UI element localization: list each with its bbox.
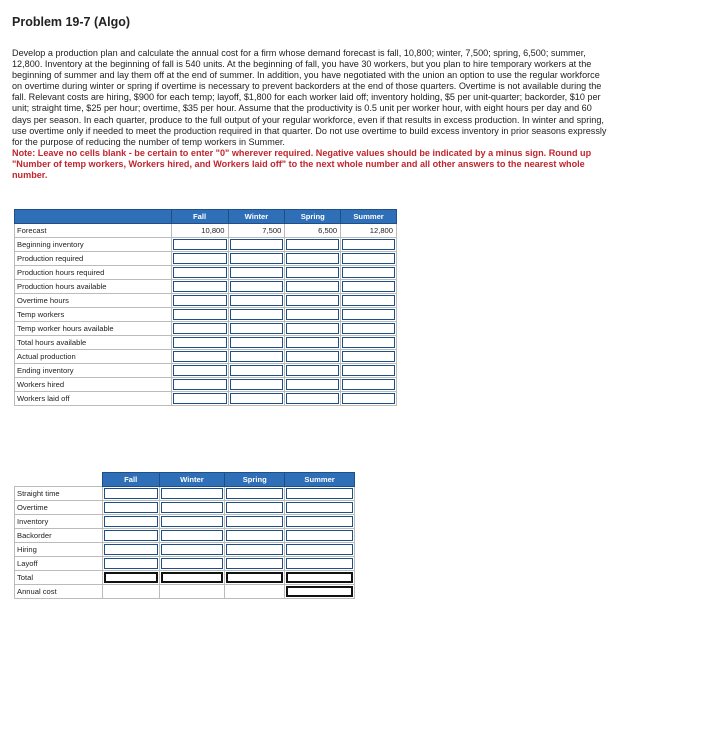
row-label: Workers laid off	[15, 392, 172, 406]
table1-row-workers-hired	[15, 378, 397, 392]
inventory-cost-winter-input[interactable]	[161, 516, 224, 527]
cell-winter	[228, 308, 285, 322]
table2-row-overtime	[15, 501, 355, 515]
inventory-cost-summer-input[interactable]	[286, 516, 353, 527]
overtime-hours-fall-input[interactable]	[173, 295, 227, 306]
table1-row-production-hours-available	[15, 280, 397, 294]
cell-winter	[228, 364, 285, 378]
cell-spring	[225, 529, 285, 543]
actual-production-summer-input[interactable]	[342, 351, 395, 362]
cell-summer	[341, 322, 397, 336]
layoff-cost-spring-input[interactable]	[226, 558, 283, 569]
cell-winter	[159, 501, 225, 515]
cell-spring	[285, 238, 341, 252]
backorder-cost-fall-input[interactable]	[104, 530, 158, 541]
cell-winter	[228, 238, 285, 252]
beginning-inventory-fall-input[interactable]	[173, 239, 227, 250]
straight-time-cost-summer-input[interactable]	[286, 488, 353, 499]
problem-text: Develop a production plan and calculate the annual cost for a firm whose demand forecast is fall, 10,800; winter, 7,500; spring, 6,500; summer, 12,800. Inventory at the beginning of fall is 540 units. At the beginning of fall, you have 30 workers, but you plan to hire temporary workers at the beginning of summer and lay them off at the end of summer. In addition, you have negotiated with the union an option to use the regular workforce on overtime during winter or spring if overtime is necessary to prevent backorders at the end of those quarters. Overtime is not available during the fall. Relevant costs are hiring, $900 for each temp; layoff, $1,800 for each worker laid off; inventory holding, $5 per unit-quarter; backorder, $10 per unit; straight time, $25 per hour; overtime, $35 per hour. Assume that the productivity is 0.5 unit per worker hour, with eight hours per day and 60 days per season. In each quarter, produce to the full output of your regular workforce, even if that results in excess production. In winter and spring, use overtime only if needed to meet the production required in that quarter. Do not use overtime to build excess inventory in prior seasons expressly for the purpose of reducing the number of temp workers in Summer.	[12, 48, 607, 147]
table1-row-forecast	[15, 224, 397, 238]
temp-worker-hours-available-fall-input[interactable]	[173, 323, 227, 334]
table2-row-hiring	[15, 543, 355, 557]
cell-fall	[102, 529, 159, 543]
cell-summer	[341, 308, 397, 322]
layoff-cost-summer-input[interactable]	[286, 558, 353, 569]
table2-header-summer: Summer	[285, 473, 355, 487]
table1-header-fall: Fall	[171, 210, 228, 224]
cell-winter	[228, 294, 285, 308]
cell-spring	[285, 322, 341, 336]
inventory-cost-spring-input[interactable]	[226, 516, 283, 527]
temp-worker-hours-available-summer-input[interactable]	[342, 323, 395, 334]
table1-row-workers-laid-off	[15, 392, 397, 406]
total-hours-available-fall-input[interactable]	[173, 337, 227, 348]
row-label: Beginning inventory	[15, 238, 172, 252]
cell-fall	[171, 378, 228, 392]
total-hours-available-summer-input[interactable]	[342, 337, 395, 348]
row-label: Production required	[15, 252, 172, 266]
production-required-fall-input[interactable]	[173, 253, 227, 264]
cell-spring	[285, 308, 341, 322]
row-label: Production hours required	[15, 266, 172, 280]
row-label: Backorder	[15, 529, 103, 543]
production-hours-available-summer-input[interactable]	[342, 281, 395, 292]
table1-header-spring: Spring	[285, 210, 341, 224]
backorder-cost-summer-input[interactable]	[286, 530, 353, 541]
cell-summer	[285, 487, 355, 501]
table2-row-backorder	[15, 529, 355, 543]
ending-inventory-fall-input[interactable]	[173, 365, 227, 376]
cell-winter	[228, 252, 285, 266]
hiring-cost-summer-input[interactable]	[286, 544, 353, 555]
table2-row-straight-time	[15, 487, 355, 501]
overtime-hours-summer-input[interactable]	[342, 295, 395, 306]
row-label: Workers hired	[15, 378, 172, 392]
table1-row-temp-workers	[15, 308, 397, 322]
cell-fall	[171, 364, 228, 378]
cell-spring	[285, 252, 341, 266]
actual-production-winter-input[interactable]	[230, 351, 284, 362]
cell-fall	[102, 487, 159, 501]
cell-spring	[225, 543, 285, 557]
cell-winter	[228, 280, 285, 294]
cell-spring	[285, 350, 341, 364]
production-required-summer-input[interactable]	[342, 253, 395, 264]
workers-hired-winter-input[interactable]	[230, 379, 284, 390]
cell-winter	[159, 515, 225, 529]
table2-row-inventory	[15, 515, 355, 529]
cell-spring	[285, 392, 341, 406]
beginning-inventory-summer-input[interactable]	[342, 239, 395, 250]
table1-row-temp-worker-hours-available	[15, 322, 397, 336]
table1-row-actual-production	[15, 350, 397, 364]
cell-summer	[341, 378, 397, 392]
table2-header-fall: Fall	[102, 473, 159, 487]
cell-spring	[285, 294, 341, 308]
annual-cost-cell	[285, 585, 355, 599]
table2-row-layoff	[15, 557, 355, 571]
row-label: Layoff	[15, 557, 103, 571]
cell-summer	[341, 336, 397, 350]
row-label: Forecast	[15, 224, 172, 238]
cell-winter	[159, 571, 225, 585]
cell-spring	[285, 364, 341, 378]
production-hours-available-spring-input[interactable]	[286, 281, 339, 292]
empty-cell	[102, 585, 159, 599]
production-required-winter-input[interactable]	[230, 253, 284, 264]
inventory-cost-fall-input[interactable]	[104, 516, 158, 527]
cell-winter	[228, 266, 285, 280]
workers-hired-spring-input[interactable]	[286, 379, 339, 390]
forecast-spring: 6,500	[285, 224, 341, 238]
row-label: Overtime hours	[15, 294, 172, 308]
actual-production-spring-input[interactable]	[286, 351, 339, 362]
cell-fall	[102, 571, 159, 585]
cell-fall	[171, 252, 228, 266]
production-hours-available-winter-input[interactable]	[230, 281, 284, 292]
cell-fall	[171, 322, 228, 336]
cell-fall	[171, 308, 228, 322]
cell-spring	[285, 378, 341, 392]
cell-spring	[225, 515, 285, 529]
empty-cell	[159, 585, 225, 599]
overtime-cost-spring-input[interactable]	[226, 502, 283, 513]
temp-workers-winter-input[interactable]	[230, 309, 284, 320]
straight-time-cost-fall-input[interactable]	[104, 488, 158, 499]
ending-inventory-spring-input[interactable]	[286, 365, 339, 376]
table1-header-summer: Summer	[341, 210, 397, 224]
production-required-spring-input[interactable]	[286, 253, 339, 264]
note-text: Note: Leave no cells blank - be certain to enter "0" wherever required. Negative values should be indicated by a minus sign. Round up "Number of temp workers, Workers hired, and Workers laid off" to the next whole number and all other answers to the nearest whole number.	[12, 147, 592, 181]
problem-statement	[12, 48, 610, 181]
cell-fall	[171, 238, 228, 252]
row-label: Straight time	[15, 487, 103, 501]
row-label: Actual production	[15, 350, 172, 364]
cell-spring	[225, 501, 285, 515]
workers-laid-off-spring-input[interactable]	[286, 393, 339, 404]
total-cost-winter-input[interactable]	[161, 572, 224, 583]
temp-workers-spring-input[interactable]	[286, 309, 339, 320]
table1-row-production-required	[15, 252, 397, 266]
cell-fall	[171, 336, 228, 350]
cell-summer	[285, 501, 355, 515]
overtime-cost-summer-input[interactable]	[286, 502, 353, 513]
row-label: Total	[15, 571, 103, 585]
backorder-cost-winter-input[interactable]	[161, 530, 224, 541]
cell-winter	[159, 557, 225, 571]
temp-worker-hours-available-winter-input[interactable]	[230, 323, 284, 334]
cell-fall	[171, 350, 228, 364]
table1-header-winter: Winter	[228, 210, 285, 224]
cell-spring	[225, 487, 285, 501]
forecast-fall: 10,800	[171, 224, 228, 238]
cell-winter	[228, 350, 285, 364]
overtime-cost-fall-input[interactable]	[104, 502, 158, 513]
table1-row-total-hours-available	[15, 336, 397, 350]
cell-fall	[171, 392, 228, 406]
workers-laid-off-fall-input[interactable]	[173, 393, 227, 404]
straight-time-cost-winter-input[interactable]	[161, 488, 224, 499]
table2-row-total	[15, 571, 355, 585]
cell-fall	[171, 280, 228, 294]
row-label: Hiring	[15, 543, 103, 557]
row-label: Overtime	[15, 501, 103, 515]
cell-fall	[102, 543, 159, 557]
cell-winter	[159, 543, 225, 557]
cell-summer	[285, 529, 355, 543]
cell-summer	[341, 280, 397, 294]
total-cost-summer-input[interactable]	[286, 572, 353, 583]
layoff-cost-winter-input[interactable]	[161, 558, 224, 569]
cell-summer	[285, 543, 355, 557]
cell-summer	[341, 266, 397, 280]
overtime-hours-winter-input[interactable]	[230, 295, 284, 306]
production-hours-required-fall-input[interactable]	[173, 267, 227, 278]
cell-summer	[341, 364, 397, 378]
cell-spring	[285, 336, 341, 350]
overtime-hours-spring-input[interactable]	[286, 295, 339, 306]
cell-fall	[102, 501, 159, 515]
cell-summer	[285, 571, 355, 585]
cell-summer	[341, 294, 397, 308]
problem-title: Problem 19-7 (Algo)	[12, 15, 131, 29]
beginning-inventory-spring-input[interactable]	[286, 239, 339, 250]
cell-winter	[159, 529, 225, 543]
backorder-cost-spring-input[interactable]	[226, 530, 283, 541]
forecast-summer: 12,800	[341, 224, 397, 238]
row-label: Total hours available	[15, 336, 172, 350]
cell-summer	[341, 252, 397, 266]
cell-winter	[228, 392, 285, 406]
temp-workers-fall-input[interactable]	[173, 309, 227, 320]
cell-summer	[285, 515, 355, 529]
cell-fall	[102, 557, 159, 571]
table2-header-corner	[15, 473, 103, 487]
cell-spring	[285, 266, 341, 280]
table2-header-winter: Winter	[159, 473, 225, 487]
ending-inventory-winter-input[interactable]	[230, 365, 284, 376]
table1-row-ending-inventory	[15, 364, 397, 378]
cell-winter	[159, 487, 225, 501]
total-cost-spring-input[interactable]	[226, 572, 283, 583]
hiring-cost-spring-input[interactable]	[226, 544, 283, 555]
table2-row-annual-cost	[15, 585, 355, 599]
annual-cost-input[interactable]	[286, 586, 353, 597]
cell-winter	[228, 322, 285, 336]
cell-fall	[171, 294, 228, 308]
workers-hired-summer-input[interactable]	[342, 379, 395, 390]
cell-spring	[285, 280, 341, 294]
production-plan-table	[14, 209, 397, 406]
empty-cell	[225, 585, 285, 599]
actual-production-fall-input[interactable]	[173, 351, 227, 362]
row-label: Inventory	[15, 515, 103, 529]
row-label: Temp workers	[15, 308, 172, 322]
hiring-cost-winter-input[interactable]	[161, 544, 224, 555]
cell-summer	[341, 238, 397, 252]
row-label: Annual cost	[15, 585, 103, 599]
cell-winter	[228, 378, 285, 392]
total-cost-fall-input[interactable]	[104, 572, 158, 583]
workers-laid-off-winter-input[interactable]	[230, 393, 284, 404]
table2-header-spring: Spring	[225, 473, 285, 487]
row-label: Temp worker hours available	[15, 322, 172, 336]
cell-fall	[171, 266, 228, 280]
table1-row-production-hours-required	[15, 266, 397, 280]
forecast-winter: 7,500	[228, 224, 285, 238]
temp-worker-hours-available-spring-input[interactable]	[286, 323, 339, 334]
layoff-cost-fall-input[interactable]	[104, 558, 158, 569]
hiring-cost-fall-input[interactable]	[104, 544, 158, 555]
cell-spring	[225, 557, 285, 571]
cell-winter	[228, 336, 285, 350]
row-label: Production hours available	[15, 280, 172, 294]
table1-row-overtime-hours	[15, 294, 397, 308]
straight-time-cost-spring-input[interactable]	[226, 488, 283, 499]
production-hours-required-summer-input[interactable]	[342, 267, 395, 278]
cell-summer	[341, 350, 397, 364]
cell-fall	[102, 515, 159, 529]
ending-inventory-summer-input[interactable]	[342, 365, 395, 376]
production-hours-required-winter-input[interactable]	[230, 267, 284, 278]
workers-hired-fall-input[interactable]	[173, 379, 227, 390]
total-hours-available-winter-input[interactable]	[230, 337, 284, 348]
beginning-inventory-winter-input[interactable]	[230, 239, 284, 250]
production-hours-required-spring-input[interactable]	[286, 267, 339, 278]
table1-header-corner	[15, 210, 172, 224]
total-hours-available-spring-input[interactable]	[286, 337, 339, 348]
cell-summer	[341, 392, 397, 406]
overtime-cost-winter-input[interactable]	[161, 502, 224, 513]
cell-summer	[285, 557, 355, 571]
annual-cost-table	[14, 472, 355, 599]
row-label: Ending inventory	[15, 364, 172, 378]
cell-spring	[225, 571, 285, 585]
production-hours-available-fall-input[interactable]	[173, 281, 227, 292]
temp-workers-summer-input[interactable]	[342, 309, 395, 320]
workers-laid-off-summer-input[interactable]	[342, 393, 395, 404]
table1-row-beginning-inventory	[15, 238, 397, 252]
